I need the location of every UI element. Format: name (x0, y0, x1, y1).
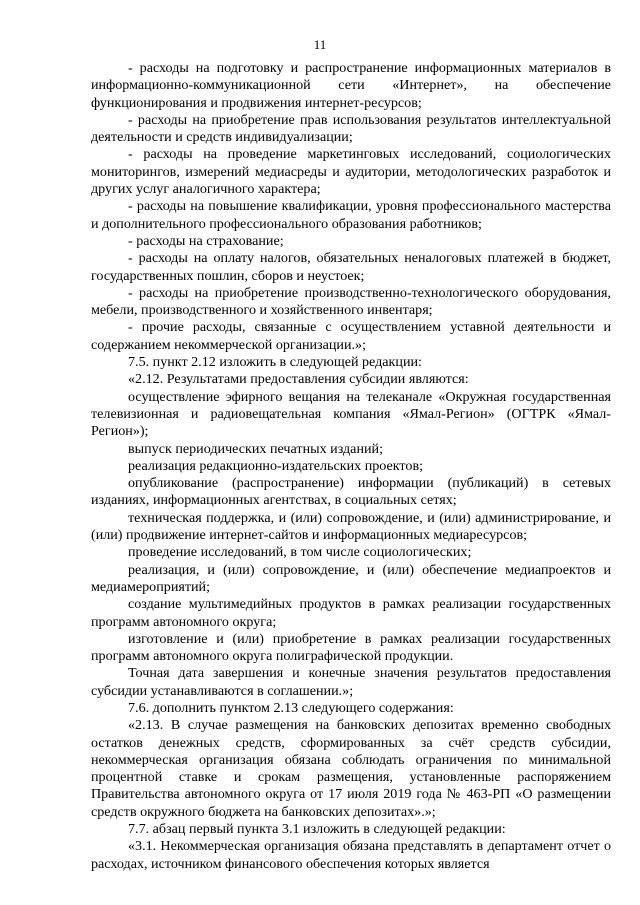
paragraph-12: выпуск периодических печатных изданий; (128, 440, 383, 457)
paragraph-24: «3.1. Некоммерческая организация обязана представлять в департамент отчет о расходах, источником финансового обеспечения которых является (91, 838, 611, 872)
paragraph-17: реализация, и (или) сопровождение, и (или) обеспечение медиапроектов и медиамероприятий; (91, 561, 611, 595)
paragraph-11: осуществление эфирного вещания на телеканале «Окружная государственная телевизионная и радиовещательная компания «Ямал-Регион» (ОГТРК «Ямал-Регион»); (91, 388, 611, 440)
paragraph-8: - прочие расходы, связанные с осуществлением уставной деятельности и содержанием некоммерческой организации.»; (91, 319, 611, 353)
page-number: 11 (313, 37, 327, 52)
paragraph-19: изготовление и (или) приобретение в рамках реализации государственных программ автономного округа полиграфической продукции. (91, 630, 611, 665)
paragraph-3: - расходы на проведение маркетинговых исследований, социологических мониторингов, измерений медиасреды и аудитории, методологических разработок и других услуг аналогичного характера; (91, 146, 611, 198)
paragraph-7: - расходы на приобретение производственно-технологического оборудования, мебели, производственного и хозяйственного инвентаря; (91, 284, 611, 319)
paragraph-23: 7.7. абзац первый пункта 3.1 изложить в следующей редакции: (128, 821, 506, 838)
document-body (91, 60, 611, 873)
paragraph-5: - расходы на страхование; (128, 232, 284, 249)
paragraph-15: техническая поддержка, и (или) сопровождение, и (или) администрирование, и (или) продвижение интернет-сайтов и информационных медиаресурсов; (91, 509, 611, 544)
paragraph-21: 7.6. дополнить пунктом 2.13 следующего содержания: (128, 699, 454, 716)
paragraph-13: реализация редакционно-издательских проектов; (128, 457, 424, 474)
paragraph-4: - расходы на повышение квалификации, уровня профессионального мастерства и дополнительного профессионального образования работников; (91, 198, 611, 232)
paragraph-18: создание мультимедийных продуктов в рамках реализации государственных программ автономного округа; (91, 596, 611, 630)
paragraph-9: 7.5. пункт 2.12 изложить в следующей редакции: (128, 354, 422, 371)
paragraph-10: «2.12. Результатами предоставления субсидии являются: (128, 371, 469, 388)
paragraph-6: - расходы на оплату налогов, обязательных неналоговых платежей в бюджет, государственных пошлин, сборов и неустоек; (91, 250, 611, 284)
paragraph-1: - расходы на подготовку и распространение информационных материалов в информационно-коммуникационной сети «Интернет», на обеспечение функционирования и продвижения интернет-ресурсов; (91, 60, 611, 111)
paragraph-22: «2.13. В случае размещения на банковских депозитах временно свободных остатков денежных средств, сформированных за счёт средств субсидии, некоммерческая организация обязана соблюдать ограничения по минимальной процентной ставке и срокам размещения, установленные распоряжением Правительства автономного округа от 17 июля 2019 года № 463-РП «О размещении средств окружного бюджета на банковских депозитах».»; (91, 717, 611, 820)
paragraph-16: проведение исследований, в том числе социологических; (128, 544, 472, 561)
paragraph-20: Точная дата завершения и конечные значения результатов предоставления субсидии устанавливаются в соглашении.»; (91, 665, 611, 699)
paragraph-2: - расходы на приобретение прав использования результатов интеллектуальной деятельности и средств индивидуализации; (91, 111, 611, 146)
paragraph-14: опубликование (распространение) информации (публикаций) в сетевых изданиях, информационных агентствах, в социальных сетях; (91, 475, 611, 509)
